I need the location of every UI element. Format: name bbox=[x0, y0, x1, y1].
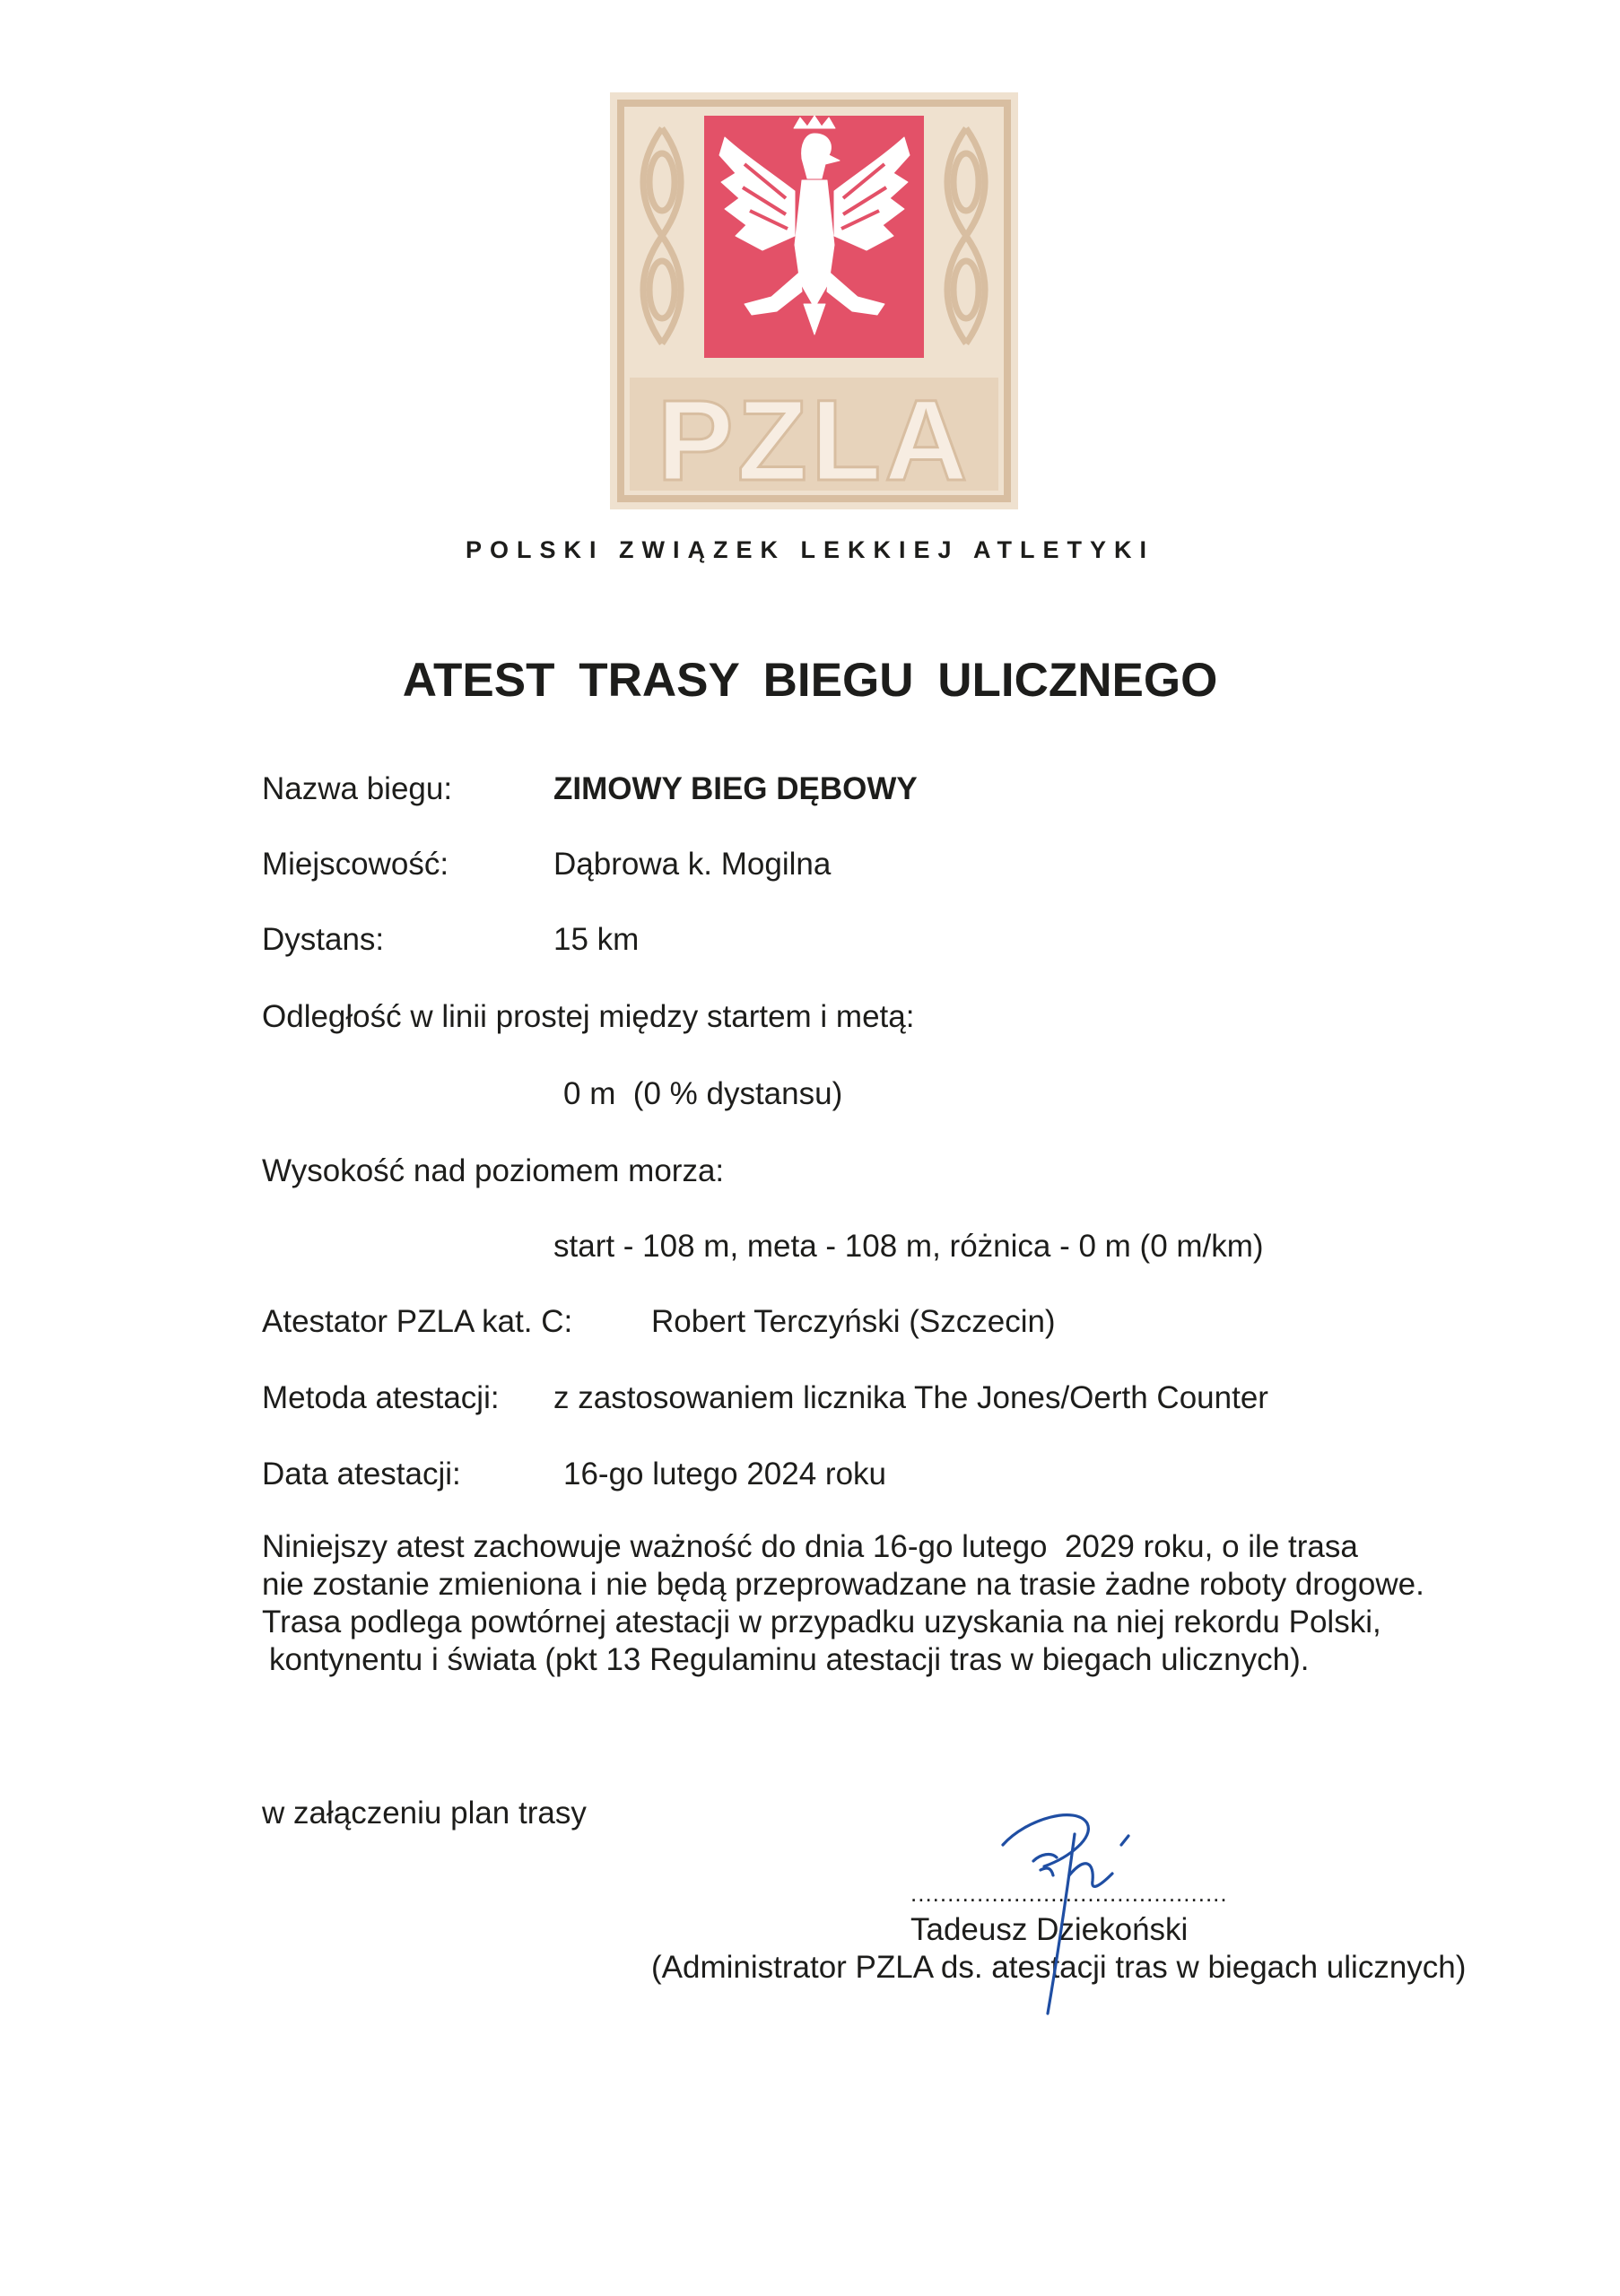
method-label: Metoda atestacji: bbox=[262, 1380, 500, 1415]
distance-value: 15 km bbox=[553, 922, 640, 957]
validity-line: kontynentu i świata (pkt 13 Regulaminu atestacji tras w biegach ulicznych). bbox=[269, 1642, 1310, 1677]
straight-line-label: Odległość w linii prostej między startem i metą: bbox=[262, 999, 915, 1034]
validity-line: nie zostanie zmieniona i nie będą przeprowadzane na trasie żadne roboty drogowe. bbox=[262, 1567, 1424, 1602]
date-value: 16-go lutego 2024 roku bbox=[563, 1457, 886, 1492]
race-name-value: ZIMOWY BIEG DĘBOWY bbox=[553, 771, 918, 806]
location-value: Dąbrowa k. Mogilna bbox=[553, 847, 832, 882]
location-label: Miejscowość: bbox=[262, 847, 449, 882]
pzla-logo bbox=[610, 92, 1018, 509]
distance-label: Dystans: bbox=[262, 922, 385, 957]
document-title: ATEST TRASY BIEGU ULICZNEGO bbox=[402, 654, 1218, 707]
date-label: Data atestacji: bbox=[262, 1457, 461, 1492]
organization-name: POLSKI ZWIĄZEK LEKKIEJ ATLETYKI bbox=[465, 536, 1154, 563]
certifier-value: Robert Terczyński (Szczecin) bbox=[651, 1304, 1056, 1339]
altitude-value: start - 108 m, meta - 108 m, różnica - 0 m (0 m/km) bbox=[553, 1229, 1264, 1264]
altitude-label: Wysokość nad poziomem morza: bbox=[262, 1153, 725, 1188]
handwritten-signature bbox=[987, 1798, 1157, 2040]
attachment-note: w załączeniu plan trasy bbox=[262, 1796, 587, 1831]
validity-paragraph bbox=[262, 1528, 1424, 1679]
logo-text: PZLA bbox=[657, 377, 971, 505]
validity-line: Trasa podlega powtórnej atestacji w przypadku uzyskania na niej rekordu Polski, bbox=[262, 1605, 1381, 1639]
signature-line: ........................................... bbox=[910, 1880, 1228, 1907]
method-value: z zastosowaniem licznika The Jones/Oerth Counter bbox=[553, 1380, 1268, 1415]
validity-line: Niniejszy atest zachowuje ważność do dnia 16-go lutego 2029 roku, o ile trasa bbox=[262, 1529, 1358, 1564]
certifier-label: Atestator PZLA kat. C: bbox=[262, 1304, 573, 1339]
signatory-name: Tadeusz Dziekoński bbox=[910, 1912, 1189, 1947]
signatory-role: (Administrator PZLA ds. atestacji tras w biegach ulicznych) bbox=[651, 1950, 1467, 1985]
race-name-label: Nazwa biegu: bbox=[262, 771, 453, 806]
straight-line-value: 0 m (0 % dystansu) bbox=[563, 1076, 843, 1111]
